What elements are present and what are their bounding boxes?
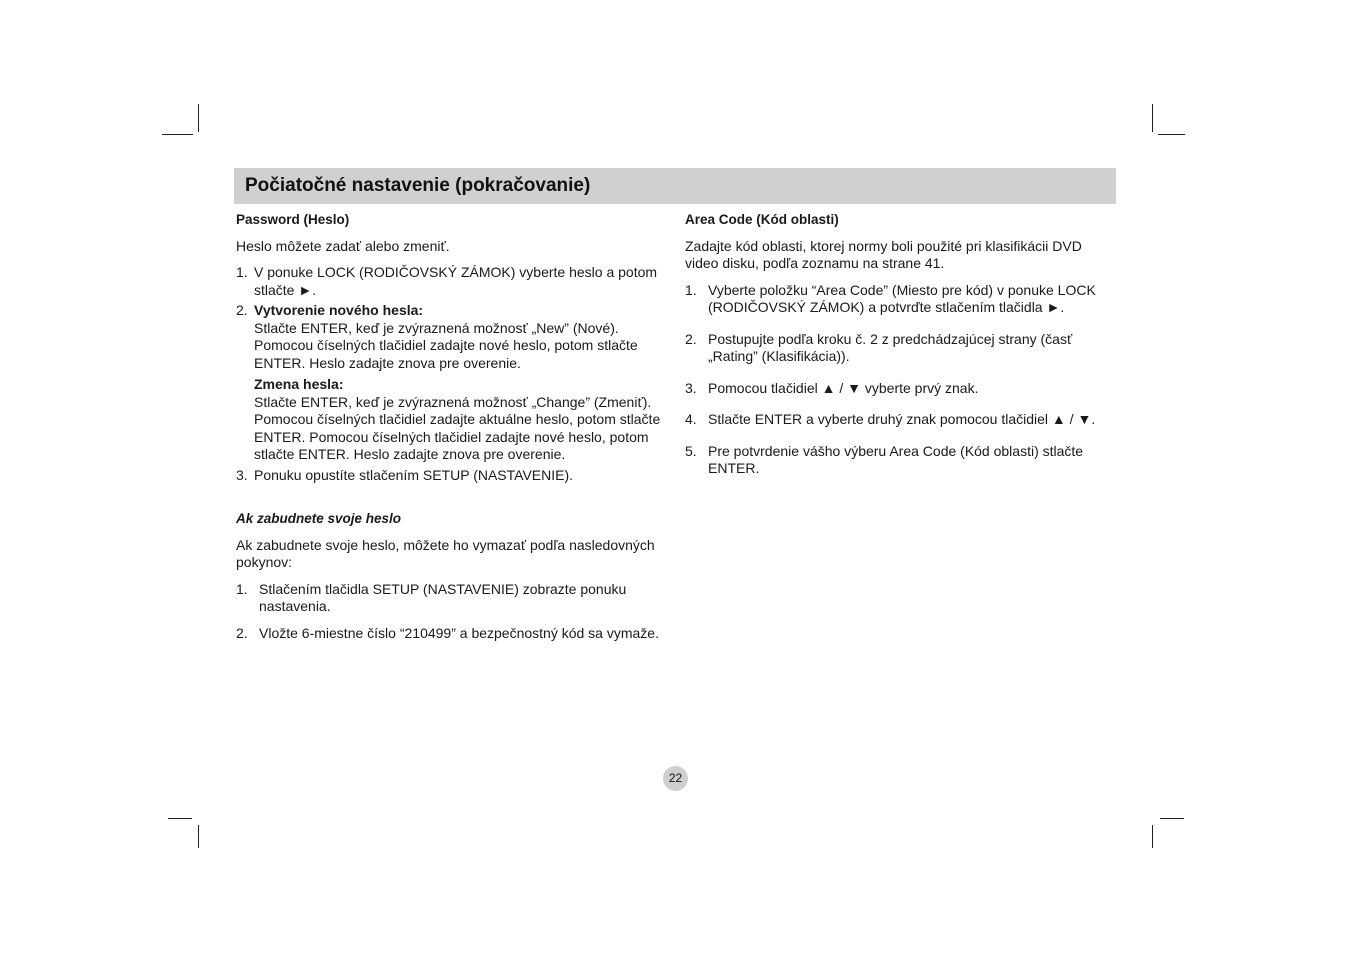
step-text: Ponuku opustíte stlačením SETUP (NASTAVENIE).: [254, 466, 574, 483]
list-item: [685, 443, 1113, 478]
step-number: 1.: [685, 281, 697, 298]
area-code-section-title: Area Code (Kód oblasti): [685, 212, 839, 227]
step-text: Stlačte ENTER a vyberte druhý znak pomocou tlačidiel ▲ / ▼.: [708, 411, 1096, 427]
step-heading: Zmena hesla:: [254, 376, 344, 392]
page-number: 22: [663, 766, 688, 791]
page-title: Počiatočné nastavenie (pokračovanie): [245, 175, 591, 196]
step-number: 2.: [236, 624, 248, 641]
forgot-intro: Ak zabudnete svoje heslo, môžete ho vymazať podľa nasledovných pokynov:: [236, 536, 655, 570]
crop-mark: [168, 818, 192, 819]
right-column: [685, 211, 1113, 478]
password-intro: Heslo môžete zadať alebo zmeniť.: [236, 237, 450, 254]
crop-mark: [198, 104, 199, 132]
list-item: [236, 302, 668, 372]
list-item: [685, 411, 1113, 429]
crop-mark: [1152, 825, 1153, 848]
crop-mark: [162, 134, 193, 135]
list-item: [685, 380, 1113, 398]
left-column: [236, 211, 668, 642]
step-number: 2.: [685, 330, 697, 347]
list-item: [236, 376, 668, 464]
list-item: [685, 282, 1113, 317]
area-code-intro: Zadajte kód oblasti, ktorej normy boli použité pri klasifikácii DVD video disku, podľa zoznamu na strane 41.: [685, 237, 1082, 271]
step-number: 1.: [236, 264, 248, 280]
step-text: Stlačte ENTER, keď je zvýraznená možnosť „Change” (Zmeniť). Pomocou číselných tlačidiel zadajte aktuálne heslo, potom stlačte ENTER. Pomocou číselných tlačidiel zadajte nové heslo, potom stlačte ENTER. Heslo zadajte znova pre overenie.: [254, 393, 661, 462]
list-item: [236, 625, 668, 643]
step-heading: Vytvorenie nového hesla:: [254, 302, 424, 318]
step-text: Stlačením tlačidla SETUP (NASTAVENIE) zobrazte ponuku nastavenia.: [259, 580, 627, 614]
step-number: 2.: [236, 302, 248, 318]
step-number: [236, 376, 254, 464]
list-item: [236, 581, 668, 616]
section-header: [234, 168, 1116, 204]
list-item: [685, 331, 1113, 366]
step-text: Vyberte položku “Area Code” (Miesto pre kód) v ponuke LOCK (RODIČOVSKÝ ZÁMOK) a potvrďte stlačením tlačidla ►.: [708, 281, 1096, 315]
step-text: Pre potvrdenie vášho výberu Area Code (Kód oblasti) stlačte ENTER.: [708, 442, 1084, 476]
step-text: Pomocou tlačidiel ▲ / ▼ vyberte prvý znak.: [708, 379, 979, 396]
list-item: [236, 467, 668, 485]
crop-mark: [1160, 818, 1184, 819]
step-text: Vložte 6-miestne číslo “210499” a bezpečnostný kód sa vymaže.: [259, 624, 659, 641]
step-number: 3.: [236, 466, 248, 483]
step-number: 4.: [685, 411, 697, 427]
crop-mark: [1152, 104, 1153, 132]
forgot-section-title: Ak zabudnete svoje heslo: [236, 511, 402, 526]
step-number: 3.: [685, 379, 697, 396]
step-number: 5.: [685, 442, 697, 459]
step-text: V ponuke LOCK (RODIČOVSKÝ ZÁMOK) vyberte heslo a potom stlačte ►.: [254, 264, 658, 298]
crop-mark: [1158, 134, 1185, 135]
password-section-title: Password (Heslo): [236, 212, 350, 227]
step-number: 1.: [236, 580, 248, 597]
step-text: Postupujte podľa kroku č. 2 z predchádzajúcej strany (časť „Rating” (Klasifikácia)).: [708, 330, 1073, 364]
step-text: Stlačte ENTER, keď je zvýraznená možnosť „New” (Nové). Pomocou číselných tlačidiel zadajte nové heslo, potom stlačte ENTER. Heslo zadajte znova pre overenie.: [254, 319, 638, 371]
list-item: [236, 264, 668, 299]
crop-mark: [198, 825, 199, 848]
